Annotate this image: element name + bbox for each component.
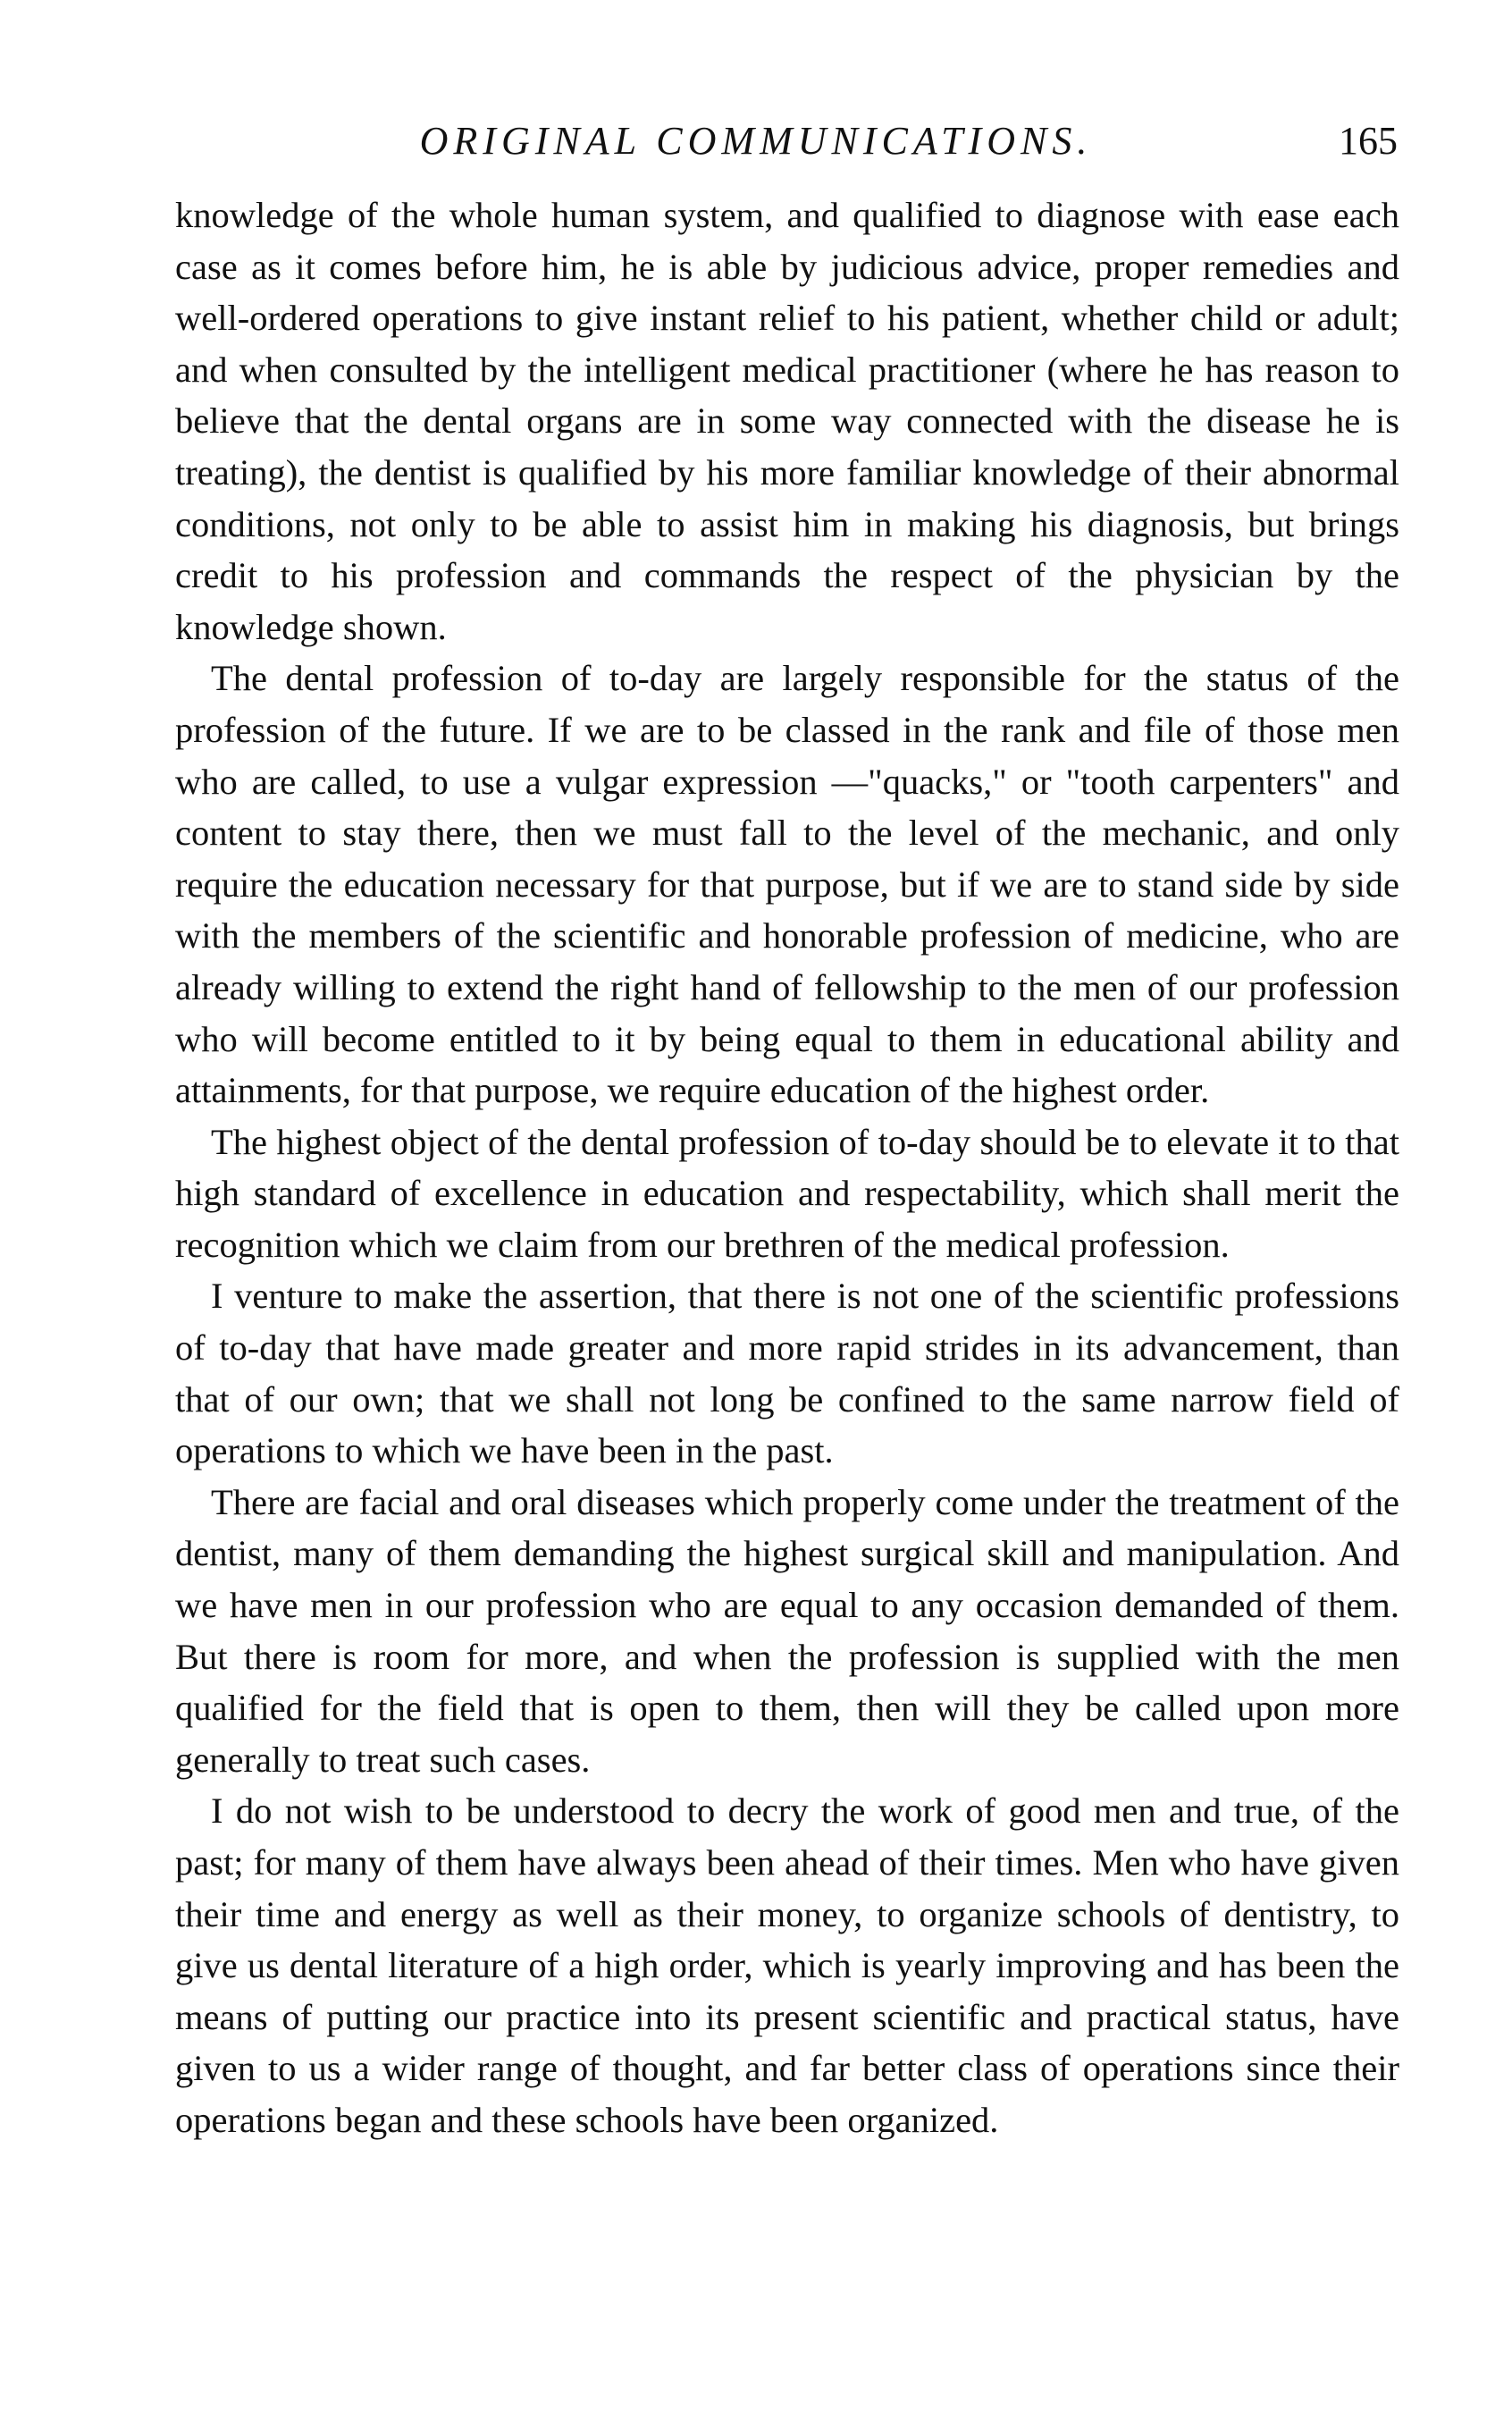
paragraph: There are facial and oral diseases which properly come under the treatment of the dentist, many of them demanding the highest surgical skill and manipulation. And we have men in our profession who are equal to any occasion demanded of them. But there is room for more, and when the profession is supplied with the men qualified for the field that is open to them, then will they be called upon more generally to treat such cases.: [175, 1481, 1399, 1780]
paragraph: I do not wish to be understood to decry the work of good men and true, of the past; for many of them have always been ahead of their times. Men who have given their time and energy as well as their money, to organize schools of dentistry, to give us dental literature of a high order, which is yearly improving and has been the means of putting our practice into its present scientific and practical status, have given to us a wider range of thought, and far better class of operations since their operations began and these schools have been organized.: [175, 1790, 1399, 2140]
page-number: 165: [1339, 119, 1398, 163]
paragraph: I venture to make the assertion, that there is not one of the scientific professions of to-day that have made greater and more rapid strides in its advancement, than that of our own; that we shall not long be confined to the same narrow field of operations to which we have been in the past.: [175, 1276, 1399, 1471]
paragraph-continued: knowledge of the whole human system, and qualified to diagnose with ease each case as it comes before him, he is able by judicious advice, proper remedies and well-ordered operations to give instant relief to his patient, whether child or adult; and when consulted by the intelligent medical practitioner (where he has reason to believe that the dental organs are in some way connected with the disease he is treating), the dentist is qualified by his more familiar knowledge of their abnormal conditions, not only to be able to assist him in making his diagnosis, but brings credit to his profession and commands the respect of the physician by the knowledge shown.: [175, 195, 1399, 647]
body-text: [175, 190, 1399, 2146]
running-title: ORIGINAL COMMUNICATIONS.: [419, 119, 1093, 163]
running-head: [0, 114, 1512, 168]
paragraph: The dental profession of to-day are largely responsible for the status of the profession of the future. If we are to be classed in the rank and file of those men who are called, to use a vulgar expression —"quacks," or "tooth carpenters" and content to stay there, then we must fall to the level of the mechanic, and only require the education necessary for that purpose, but if we are to stand side by side with the members of the scientific and honorable profession of medicine, who are already willing to extend the right hand of fellowship to the men of our profession who will become entitled to it by being equal to them in educational ability and attainments, for that purpose, we require education of the highest order.: [175, 658, 1399, 1111]
paragraph: The highest object of the dental profession of to-day should be to elevate it to that high standard of excellence in education and respectability, which shall merit the recognition which we claim from our brethren of the medical profession.: [175, 1121, 1399, 1265]
